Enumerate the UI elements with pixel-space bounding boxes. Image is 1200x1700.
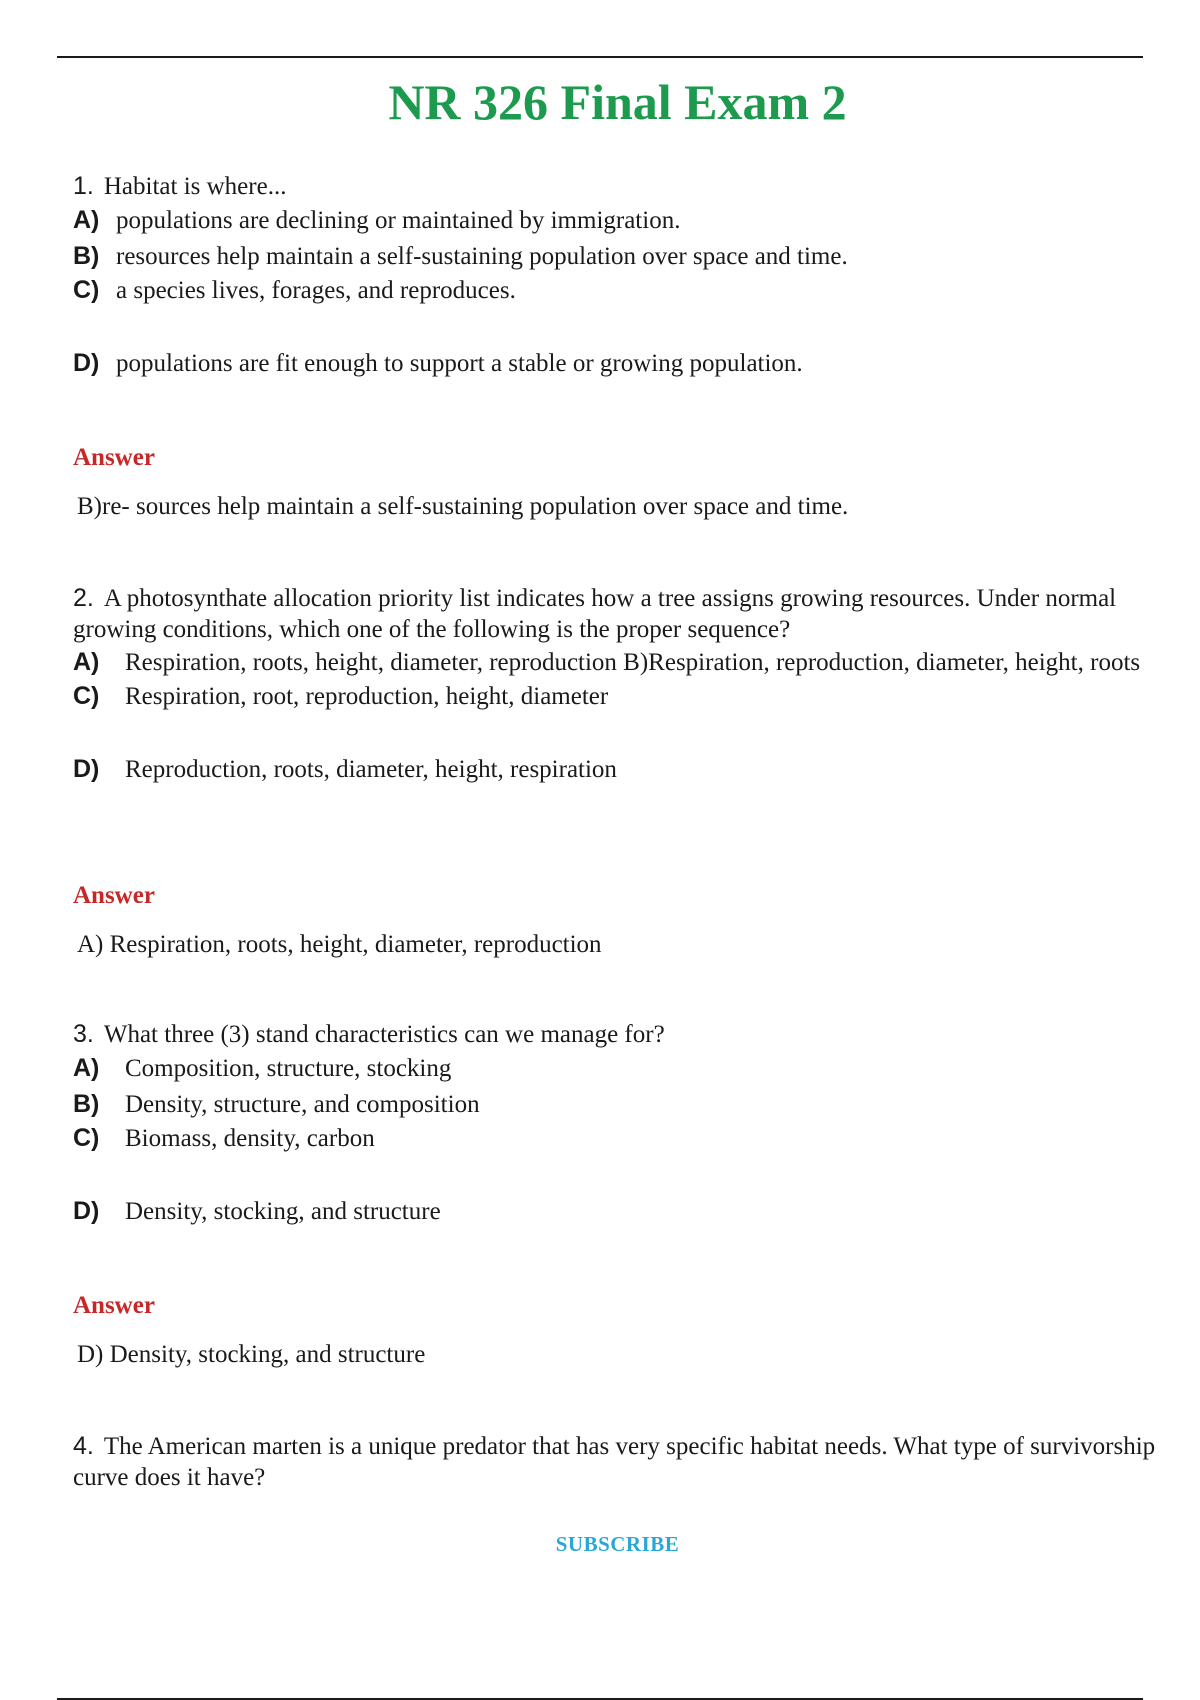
question-text: A photosynthate allocation priority list indicates how a tree assigns growing resources. Under normal growing conditions, which one of the following is the proper sequence? [73, 585, 1117, 643]
option-letter: B) [73, 1090, 100, 1118]
question-text: Habitat is where... [103, 173, 287, 200]
option-text: Density, stocking, and structure [125, 1198, 441, 1225]
option-a [73, 205, 1153, 236]
question-number: 3. [73, 1020, 94, 1048]
answer-label: Answer [73, 444, 155, 471]
answer-text: A) Respiration, roots, height, diameter, reproduction [77, 931, 602, 958]
question-4 [73, 1431, 1156, 1493]
option-b [73, 241, 1153, 272]
option-b [73, 1089, 1153, 1120]
option-a [73, 1053, 1153, 1084]
option-c [73, 275, 1153, 306]
question-3 [73, 1019, 1153, 1227]
option-letter: A) [73, 1054, 100, 1082]
question-1 [73, 171, 1153, 379]
option-letter: C) [73, 682, 100, 710]
question-4-stem [73, 1431, 1163, 1493]
option-letter: A) [73, 206, 100, 234]
option-letter: B) [73, 242, 100, 270]
option-d [73, 1196, 1153, 1227]
subscribe-link[interactable]: SUBSCRIBE [555, 1532, 680, 1556]
option-text: a species lives, forages, and reproduces. [116, 277, 516, 304]
option-letter: C) [73, 1124, 100, 1152]
question-text: What three (3) stand characteristics can we manage for? [103, 1021, 665, 1048]
option-d [73, 348, 1153, 379]
question-1-stem [73, 171, 1153, 202]
option-text: Respiration, root, reproduction, height, diameter [125, 683, 609, 710]
option-d [73, 754, 1153, 785]
question-text: The American marten is a unique predator that has very specific habitat needs. What type of survivorship curve does it have? [73, 1433, 1156, 1491]
question-2 [73, 583, 1153, 785]
question-number: 1. [73, 172, 94, 200]
question-number: 4. [73, 1432, 94, 1460]
question-2-stem [73, 583, 1148, 645]
option-c [73, 681, 1153, 712]
option-letter: D) [73, 1197, 100, 1225]
answer-text: D) Density, stocking, and structure [77, 1341, 426, 1368]
option-letter: C) [73, 276, 100, 304]
option-text: Composition, structure, stocking [125, 1055, 452, 1082]
option-letter: A) [73, 648, 100, 676]
option-text: Density, structure, and composition [125, 1091, 480, 1118]
question-3-stem [73, 1019, 1153, 1050]
option-letter: D) [73, 349, 100, 377]
top-rule [57, 56, 1143, 58]
page-title: NR 326 Final Exam 2 [388, 74, 847, 130]
answer-label: Answer [73, 1292, 155, 1319]
option-text: Respiration, roots, height, diameter, reproduction B)Respiration, reproduction, diameter, height, roots [125, 649, 1141, 676]
answer-text: B)re- sources help maintain a self-sustaining population over space and time. [77, 493, 849, 520]
option-text: Biomass, density, carbon [125, 1125, 375, 1152]
option-letter: D) [73, 755, 100, 783]
option-a [73, 647, 1143, 678]
option-text: populations are fit enough to support a stable or growing population. [116, 350, 803, 377]
answer-label: Answer [73, 882, 155, 909]
option-text: Reproduction, roots, diameter, height, respiration [125, 756, 617, 783]
question-number: 2. [73, 584, 94, 612]
option-text: resources help maintain a self-sustaining population over space and time. [116, 243, 848, 270]
option-text: populations are declining or maintained by immigration. [116, 207, 681, 234]
option-c [73, 1123, 1153, 1154]
